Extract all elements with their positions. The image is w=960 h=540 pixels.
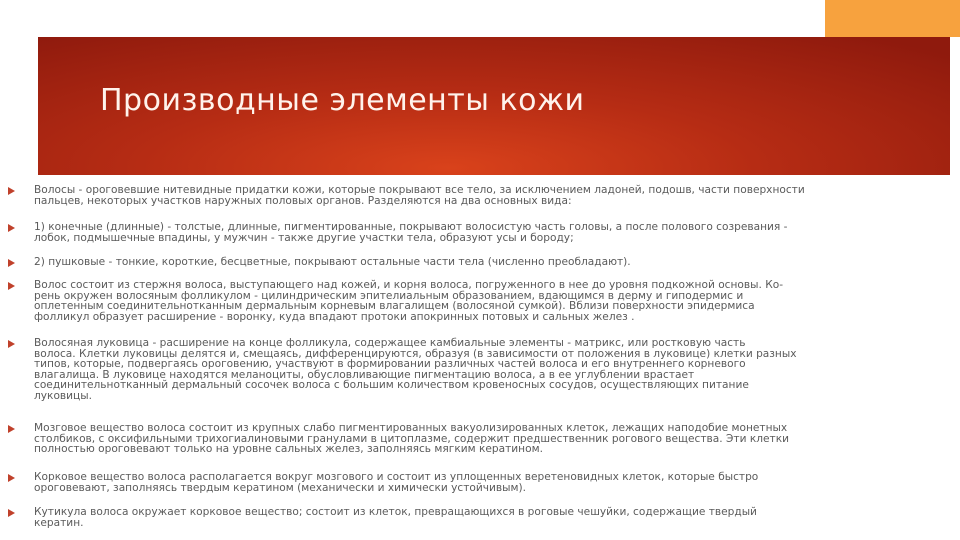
slide-title: Производные элементы кожи [100, 83, 585, 118]
bullet-text [34, 222, 918, 243]
text-line: Корковое вещество волоса располагается вокруг мозгового и состоит из уплощенных веретеновидных клеток, которые быстро [34, 471, 759, 483]
text-line: типов, которые, подвергаясь ороговению, участвуют в формировании различных частей волоса и его внутреннего корневого [34, 358, 746, 371]
text-line: фолликул образует расширение - воронку, куда впадают протоки апокринных потовых и сальных желез . [34, 310, 635, 323]
text-line: Волос состоит из стержня волоса, выступающего над кожей, и корня волоса, погруженного в нее до уровня подкожной основы. Ко- [34, 279, 784, 291]
text-line: оплетенным соединительнотканным дермальным корневым влагалищем (волосяной сумкой). Вблизи поверхности эпидермиса [34, 300, 755, 313]
bullet-text [34, 338, 918, 402]
bullet-arrow-icon [8, 224, 15, 232]
text-line: полностью ороговевают только на уровне сальных желез, заполняясь мягким кератином. [34, 443, 543, 456]
text-line: Мозговое вещество волоса состоит из крупных слабо пигментированных вакуолизированных клеток, лежащих наподобие монетных [34, 422, 788, 434]
bullet-text [34, 280, 918, 322]
bullet-text [34, 472, 918, 493]
text-line: влагалища. В луковице находятся меланоциты, обусловливающие пигментацию волоса, а в ее углублении врастает [34, 368, 695, 381]
text-line: ороговевают, заполняясь твердым кератином (механически и химически устойчивым). [34, 481, 527, 494]
bullet-arrow-icon [8, 474, 15, 482]
text-line: столбиков, с оксифильными трихогиалиновыми гранулами в цитоплазме, содержит предшественник рогового вещества. Эти клетки [34, 432, 789, 445]
text-line: 1) конечные (длинные) - толстые, длинные, пигментированные, покрывают волосистую часть головы, а после полового созревания - [34, 221, 788, 233]
text-line: 2) пушковые - тонкие, короткие, бесцветные, покрывают остальные части тела (численно преобладают). [34, 256, 631, 268]
text-line: Волосы - ороговевшие нитевидные придатки кожи, которые покрывают все тело, за исключением ладоней, подошв, части поверхности [34, 184, 805, 196]
text-line: соединительнотканный дермальный сосочек волоса с большим количеством кровеносных сосудов, осуществляющих питание [34, 379, 749, 392]
text-line: рень окружен волосяным фолликулом - цилиндрическим эпителиальным образованием, вдающимся в дерму и гиподермис и [34, 289, 744, 302]
bullet-arrow-icon [8, 259, 15, 267]
text-line: лобок, подмышечные впадины, у мужчин - также другие участки тела, образуют усы и бороду; [34, 231, 574, 244]
text-line: Волосяная луковица - расширение на конце фолликула, содержащее камбиальные элементы - матрикс, или ростковую часть [34, 337, 746, 349]
bullet-arrow-icon [8, 425, 15, 433]
text-line: Кутикула волоса окружает корковое вещество; состоит из клеток, превращающихся в роговые чешуйки, содержащие твердый [34, 506, 757, 518]
bullet-text [34, 507, 918, 528]
bullet-text [34, 185, 918, 206]
text-line: луковицы. [34, 389, 92, 402]
bullet-arrow-icon [8, 509, 15, 517]
bullet-arrow-icon [8, 187, 15, 195]
text-line: волоса. Клетки луковицы делятся и, смещаясь, дифференцируются, образуя (в зависимости от положения в луковице) клетки разных [34, 347, 797, 360]
bullet-text [34, 257, 918, 268]
bullet-arrow-icon [8, 282, 15, 290]
text-line: кератин. [34, 516, 84, 529]
bullet-text [34, 423, 918, 455]
text-line: пальцев, некоторых участков наружных половых органов. Разделяются на два основных вида: [34, 194, 572, 207]
bullet-arrow-icon [8, 340, 15, 348]
